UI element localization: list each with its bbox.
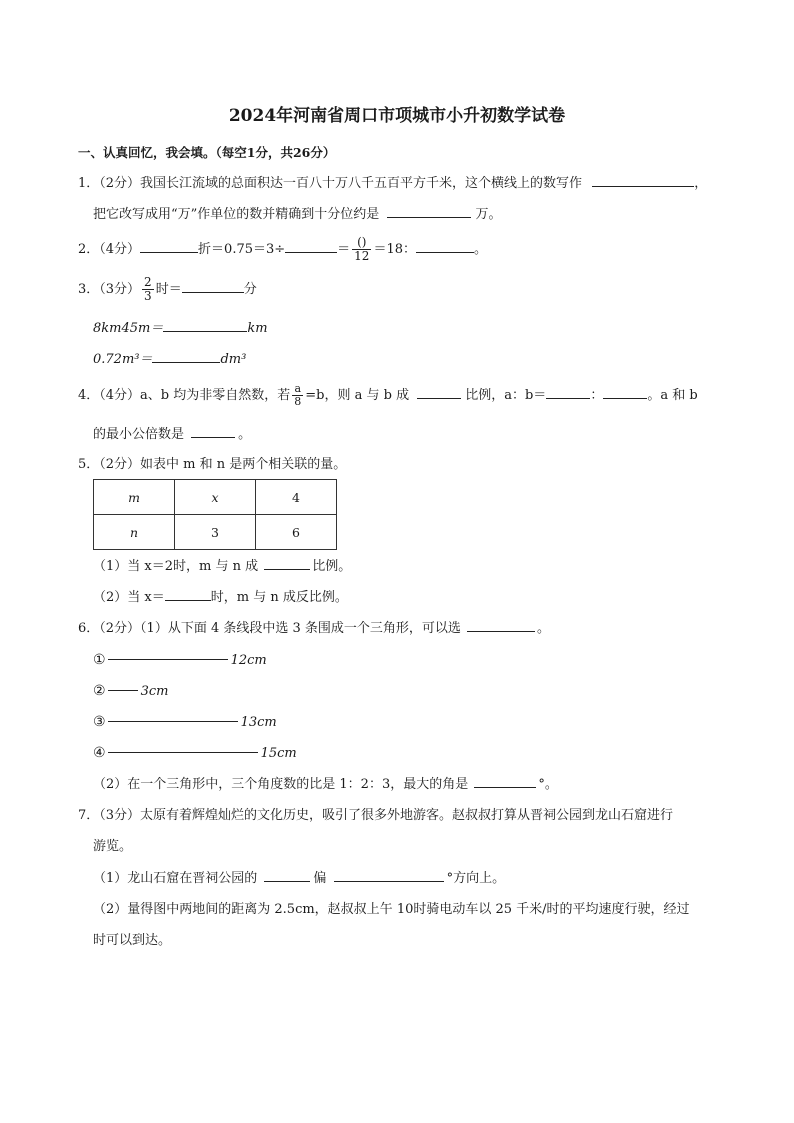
fraction-denominator: 8 [294, 395, 302, 408]
question-5-sub-2 [93, 591, 348, 604]
line-segment [108, 751, 258, 753]
question-3-unit-b: km [247, 321, 268, 336]
line-segment-item [93, 653, 267, 667]
question-6-text: 6．（2分）（1）从下面 4 条线段中选 3 条围成一个三角形，可以选 [78, 621, 461, 636]
segment-number: ② [93, 683, 106, 699]
answer-blank[interactable] [467, 630, 535, 632]
question-4-line-1 [78, 381, 698, 411]
table-cell: n [94, 515, 175, 550]
question-7-sub-1 [93, 872, 505, 885]
line-segment-item [93, 746, 297, 760]
question-3-unit-a: 分 [243, 282, 257, 297]
question-4-prefix: 4．（4分） [78, 388, 141, 403]
question-1-line-2 [93, 208, 501, 221]
question-3-unit-c: dm³ [220, 352, 247, 367]
question-7-text-a: （1）龙山石窟在晋祠公园的 [93, 871, 258, 886]
answer-blank[interactable] [474, 786, 536, 788]
question-3-text-a: 时＝ [155, 282, 182, 297]
question-1-unit: 万。 [475, 207, 502, 222]
segment-length-label: 12cm [230, 653, 267, 668]
table-row [94, 515, 337, 550]
fraction-numerator: a [292, 383, 303, 396]
question-5-text-c: （2）当 x＝ [93, 590, 165, 605]
segment-number: ③ [93, 714, 106, 730]
mn-table [93, 479, 337, 550]
question-4-text-c: 比例，a：b＝ [465, 388, 547, 403]
question-2 [78, 235, 487, 265]
table-cell: 4 [256, 480, 337, 515]
fraction-numerator: 2 [144, 275, 152, 290]
question-5-text-b: 比例。 [312, 559, 352, 574]
question-7-text-c: °方向上。 [446, 871, 506, 886]
answer-blank[interactable] [264, 880, 310, 882]
line-segment-item [93, 715, 277, 729]
question-4-line-2 [93, 428, 251, 441]
answer-blank[interactable] [152, 361, 220, 363]
question-5-sub-1 [93, 560, 351, 573]
question-2-text-b: ＝18： [373, 242, 416, 257]
question-1-line-1 [78, 177, 707, 190]
segment-length-label: 13cm [240, 715, 277, 730]
table-cell: x [175, 480, 256, 515]
question-3-line-3 [93, 353, 246, 366]
page-title: 2024年河南省周口市项城市小升初数学试卷 [228, 106, 566, 126]
question-3-line-1 [78, 275, 257, 305]
question-6-end: 。 [537, 621, 551, 636]
question-1-punct: ， [694, 176, 708, 191]
segment-number: ④ [93, 745, 106, 761]
answer-blank[interactable] [416, 251, 474, 253]
question-3-text-b: 8km45m＝ [93, 321, 164, 336]
question-2-end: 。 [474, 242, 488, 257]
question-3-fraction [142, 276, 154, 302]
question-7-text-b: 偏 [313, 871, 327, 886]
answer-blank[interactable] [417, 397, 461, 399]
question-7-sub-2-end: 时可以到达。 [93, 933, 172, 948]
answer-blank[interactable] [592, 185, 694, 187]
segment-number: ① [93, 652, 106, 668]
answer-blank[interactable] [182, 291, 244, 293]
segment-length-label: 3cm [140, 684, 169, 699]
question-6-sub-2 [93, 778, 558, 791]
answer-blank[interactable] [387, 216, 471, 218]
question-2-fraction [352, 236, 371, 262]
question-2-prefix: 2．（4分） [78, 242, 141, 257]
table-row [94, 480, 337, 515]
question-7-line-1: 7．（3分）太原有着辉煌灿烂的文化历史，吸引了很多外地游客。赵叔叔打算从晋祠公园到龙山石窟进行 [78, 808, 674, 823]
table-cell: 3 [175, 515, 256, 550]
question-3-text-c: 0.72m³＝ [93, 352, 153, 367]
answer-blank[interactable] [163, 330, 247, 332]
table-cell: 6 [256, 515, 337, 550]
question-7-line-2: 游览。 [93, 839, 133, 854]
answer-blank[interactable] [285, 251, 337, 253]
question-6-text-b: （2）在一个三角形中，三个角度数的比是 1：2：3，最大的角是 [93, 777, 469, 792]
answer-blank[interactable] [165, 599, 211, 601]
line-segment [108, 720, 238, 722]
fraction-numerator[interactable]: () [352, 236, 371, 250]
question-4-text-a: a、b 均为非零自然数，若 [140, 388, 291, 403]
table-cell: m [94, 480, 175, 515]
question-2-text-a: 折＝0.75＝3÷ [198, 242, 286, 257]
line-segment-item [93, 684, 168, 698]
answer-blank[interactable] [546, 397, 590, 399]
question-2-eq: ＝ [337, 242, 351, 257]
question-4-end: 。 [238, 427, 252, 442]
question-6-intro [78, 622, 550, 635]
answer-blank[interactable] [264, 568, 310, 570]
question-7-sub-2: （2）量得图中两地间的距离为 2.5cm，赵叔叔上午 10时骑电动车以 25 千米/时的平均速度行驶，经过 [93, 902, 690, 917]
question-5-text-d: 时，m 与 n 成反比例。 [210, 590, 348, 605]
section-heading: 一、认真回忆，我会填。（每空1分，共26分） [78, 145, 336, 160]
question-5-text-a: （1）当 x＝2时，m 与 n 成 [93, 559, 259, 574]
segment-length-label: 15cm [260, 746, 297, 761]
question-4-text-b: =b，则 a 与 b 成 [305, 388, 410, 403]
fraction-denominator: 12 [354, 249, 370, 263]
answer-blank[interactable] [140, 251, 198, 253]
question-4-fraction [292, 383, 303, 407]
answer-blank[interactable] [191, 436, 235, 438]
answer-blank[interactable] [603, 397, 647, 399]
fraction-denominator: 3 [144, 289, 152, 303]
question-3-line-2 [93, 322, 268, 335]
line-segment [108, 658, 228, 660]
question-6-degree: °。 [538, 777, 558, 792]
question-1-text-2: 把它改写成用“万”作单位的数并精确到十分位约是 [93, 207, 380, 222]
question-4-text-f: 的最小公倍数是 [93, 427, 185, 442]
question-4-colon: ： [590, 388, 604, 403]
question-5-intro: 5．（2分）如表中 m 和 n 是两个相关联的量。 [78, 457, 347, 472]
question-1-text: 1．（2分）我国长江流域的总面积达一百八十万八千五百平方千米，这个横线上的数写作 [78, 176, 583, 191]
question-3-prefix: 3．（3分） [78, 282, 141, 297]
question-4-text-e: 。a 和 b [647, 388, 698, 403]
line-segment [108, 689, 138, 691]
answer-blank[interactable] [334, 880, 444, 882]
